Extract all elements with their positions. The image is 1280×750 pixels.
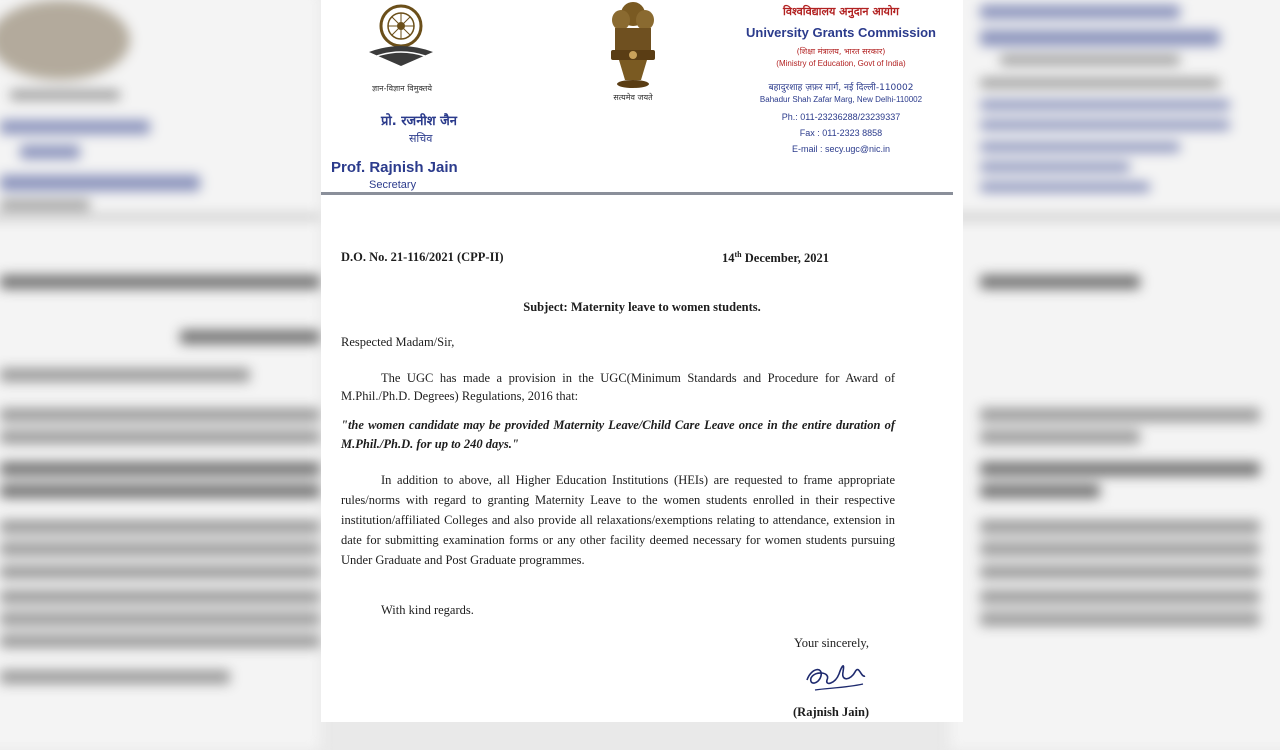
blurred-text [980,565,1260,579]
letter-date [722,250,829,266]
emblem-motto: सत्यमेव जयते [613,93,653,102]
blurred-text [980,5,1180,19]
blurred-text [180,330,320,344]
blurred-text [0,200,90,210]
secretary-name: Prof. Rajnish Jain [331,159,458,176]
blurred-text [0,634,320,648]
phone: Ph.: 011-23236288/23239337 [781,112,901,122]
blurred-text [1000,55,1180,65]
blurred-text [0,430,320,444]
blurred-text [980,142,1180,152]
blurred-text [980,162,1130,172]
fax: Fax : 011-2323 8858 [799,128,883,138]
blurred-text [0,120,150,134]
blurred-text [0,275,320,289]
reference-number: D.O. No. 21-116/2021 (CPP-II) [341,250,504,264]
letter-document [321,0,963,722]
blurred-text [0,670,230,684]
blurred-text [0,175,200,191]
blurred-text [10,90,120,100]
blurred-text [0,462,320,476]
address-hindi: बहादुरशाह ज़फ़र मार्ग, नई दिल्ली-110002 [768,83,914,93]
blurred-text [980,542,1260,556]
blurred-background-right [950,0,1280,750]
blurred-text [20,145,80,159]
blurred-text [980,182,1150,192]
blurred-text [0,484,320,498]
blurred-text [980,430,1140,444]
paragraph-1: The UGC has made a provision in the UGC(Minimum Standards and Procedure for Award of M.Phil./Ph.D. Degrees) Regulations, 2016 that: [341,371,895,403]
blurred-text [0,612,320,626]
blurred-text [980,78,1220,88]
blurred-background-left [0,0,320,750]
letterhead-divider [321,192,953,195]
date-day: 14 [722,251,735,266]
blurred-text [980,120,1230,130]
blurred-text [980,100,1230,110]
ministry-hindi: (शिक्षा मंत्रालय, भारत सरकार) [796,47,886,56]
signature-icon [801,650,871,700]
blurred-text [980,612,1260,626]
national-emblem-icon [601,0,665,90]
org-name: University Grants Commission [746,25,936,40]
blurred-text [980,408,1260,422]
subject-line: Subject: Maternity leave to women students. [523,300,761,314]
regulation-quote: "the women candidate may be provided Maternity Leave/Child Care Leave once in the entire duration of M.Phil./Ph.D. for up to 240 days." [341,418,895,451]
blurred-text [0,408,320,422]
ministry: (Ministry of Education, Govt of India) [776,59,906,68]
organization-block [726,4,956,154]
blurred-text [980,30,1220,46]
blurred-text [0,542,320,556]
blurred-rule [950,215,1280,219]
blurred-text [0,565,320,579]
ugc-logo-icon [361,0,441,80]
paragraph-2: In addition to above, all Higher Education Institutions (HEIs) are requested to frame appropriate rules/norms with regard to granting Maternity Leave to the women students enrolled in their respective institution/affiliated Colleges and also provide all relaxations/exemptions relating to attendance, extension in date for submitting examination forms or any other facility deemed necessary for women students pursuing Under Graduate and Post Graduate programmes. [341,473,895,567]
date-suffix: th [734,250,742,259]
blurred-text [980,275,1140,289]
valediction: Your sincerely, [794,636,869,650]
blurred-text [980,590,1260,604]
org-name-hindi: विश्वविद्यालय अनुदान आयोग [783,5,899,18]
secretary-title-hindi: सचिव [409,132,433,145]
salutation: Respected Madam/Sir, [341,335,455,349]
email: E-mail : secy.ugc@nic.in [792,144,890,154]
date-rest: December, 2021 [741,251,829,266]
blurred-text [0,590,320,604]
blurred-text [0,520,320,534]
signatory-name: (Rajnish Jain) [793,705,870,719]
ugc-motto: ज्ञान-विज्ञान विमुक्तये [371,84,433,93]
secretary-title: Secretary [369,179,417,191]
closing: With kind regards. [381,603,474,617]
blurred-rule [0,215,320,219]
blurred-text [980,520,1260,534]
address: Bahadur Shah Zafar Marg, New Delhi-110002 [759,95,923,104]
blurred-text [980,484,1100,498]
blurred-text [980,462,1260,476]
blurred-logo [0,0,130,80]
secretary-name-hindi: प्रो. रजनीश जैन [381,114,458,129]
blurred-text [0,368,250,382]
